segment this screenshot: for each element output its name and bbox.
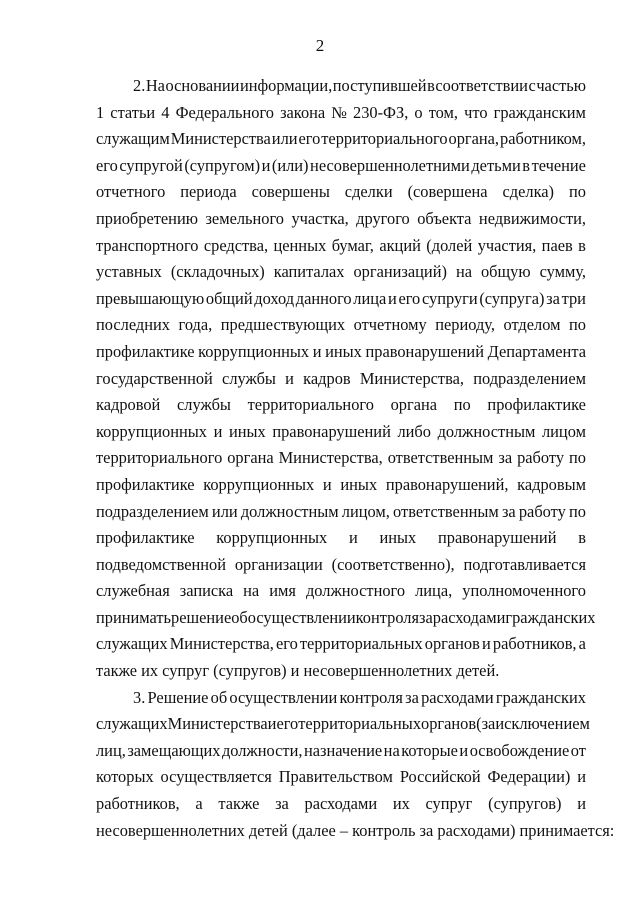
text-line: территориального органа Министерства, ответственным за работу по — [96, 448, 586, 468]
text-line: государственной службы и кадров Министерства, подразделением — [96, 368, 586, 388]
text-line: служащим Министерства или его территориального органа, работником, — [96, 129, 586, 149]
text-line: приобретению земельного участка, другого объекта недвижимости, — [96, 208, 586, 228]
text-line: служащих Министерства, его территориальных органов и работников, а — [96, 634, 586, 654]
text-line: служебная записка на имя должностного лица, уполномоченного — [96, 581, 586, 601]
document-body — [96, 73, 615, 844]
text-line: подведомственной организации (соответственно), подготавливается — [96, 554, 586, 574]
text-line: 2. На основании информации, поступившей в соответствии с частью — [133, 76, 586, 95]
text-line: 1 статьи 4 Федерального закона № 230-ФЗ, о том, что гражданским — [96, 102, 586, 122]
text-line: транспортного средства, ценных бумаг, акций (долей участия, паев в — [96, 235, 586, 255]
paragraph-2 — [96, 73, 596, 685]
text-line: лиц, замещающих должности, назначение на которые и освобождение от — [96, 740, 586, 760]
text-line: принимать решение об осуществлении контроля за расходами гражданских — [96, 607, 596, 627]
text-line: служащих Министерства и его территориальных органов (за исключением — [96, 714, 590, 734]
text-line: последних года, предшествующих отчетному периоду, отделом по — [96, 315, 586, 335]
text-line: отчетного периода совершены сделки (совершена сделка) по — [96, 182, 586, 202]
text-line: профилактике коррупционных и иных правонарушений в — [96, 528, 586, 548]
text-line: превышающую общий доход данного лица и его супруги (супруга) за три — [96, 288, 586, 308]
text-line: работников, а также за расходами их супруг (супругов) и — [96, 794, 586, 814]
text-line: профилактике коррупционных и иных правонарушений Департамента — [96, 341, 586, 361]
text-line: профилактике коррупционных и иных правонарушений, кадровым — [96, 474, 586, 494]
text-line: 3. Решение об осуществлении контроля за расходами гражданских — [133, 687, 586, 707]
text-line: уставных (складочных) капиталах организаций) на общую сумму, — [96, 262, 586, 282]
paragraph-3 — [96, 685, 615, 845]
page-number: 2 — [315, 36, 325, 55]
text-line: несовершеннолетних детей (далее – контроль за расходами) принимается: — [96, 820, 615, 840]
text-line: его супругой (супругом) и (или) несовершеннолетними детьми в течение — [96, 155, 586, 175]
text-line: которых осуществляется Правительством Российской Федерации) и — [96, 767, 586, 787]
text-line: подразделением или должностным лицом, ответственным за работу по — [96, 501, 586, 521]
text-line: кадровой службы территориального органа по профилактике — [96, 395, 586, 415]
text-line: также их супруг (супругов) и несовершеннолетних детей. — [96, 661, 500, 681]
text-line: коррупционных и иных правонарушений либо должностным лицом — [96, 421, 586, 441]
